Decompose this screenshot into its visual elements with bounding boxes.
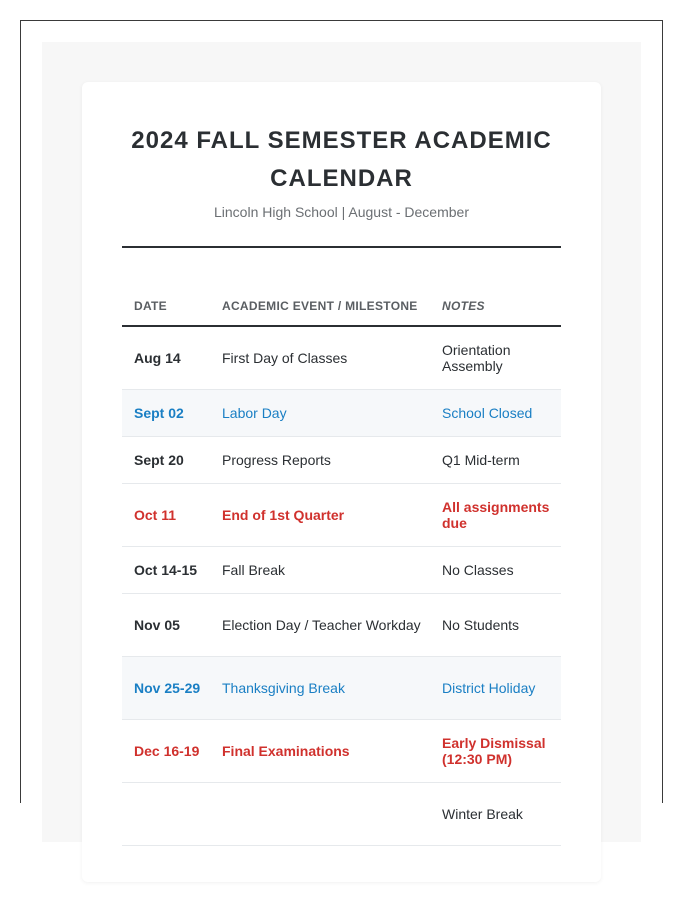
table-header-row (122, 287, 561, 326)
row-notes: Early Dismissal (12:30 PM) (430, 720, 561, 783)
row-date: Nov 25-29 (122, 657, 210, 720)
row-date (122, 783, 210, 846)
table-row (122, 720, 561, 783)
row-date: Sept 02 (122, 390, 210, 437)
row-event: Fall Break (210, 547, 430, 594)
page-background (42, 42, 641, 842)
row-notes: District Holiday (430, 657, 561, 720)
row-event: End of 1st Quarter (210, 484, 430, 547)
table-row (122, 783, 561, 846)
table-row (122, 484, 561, 547)
row-event: Progress Reports (210, 437, 430, 484)
row-date: Sept 20 (122, 437, 210, 484)
calendar-card (82, 82, 601, 882)
row-event: Election Day / Teacher Workday (210, 594, 430, 657)
row-notes: All assignments due (430, 484, 561, 547)
row-notes: Winter Break (430, 783, 561, 846)
row-event (210, 783, 430, 846)
row-date: Aug 14 (122, 326, 210, 390)
calendar-table (122, 287, 561, 846)
page-subtitle: Lincoln High School | August - December (214, 204, 469, 220)
row-date: Dec 16-19 (122, 720, 210, 783)
table-row (122, 437, 561, 484)
page-frame (20, 20, 663, 822)
row-event: Labor Day (210, 390, 430, 437)
column-header-notes: NOTES (430, 287, 561, 326)
table-row (122, 390, 561, 437)
row-notes: No Classes (430, 547, 561, 594)
calendar-header (122, 122, 561, 220)
row-notes: School Closed (430, 390, 561, 437)
row-date: Oct 14-15 (122, 547, 210, 594)
row-notes: Orientation Assembly (430, 326, 561, 390)
table-row (122, 594, 561, 657)
page-title: 2024 FALL SEMESTER ACADEMIC CALENDAR (131, 127, 552, 192)
table-row (122, 326, 561, 390)
row-event: First Day of Classes (210, 326, 430, 390)
table-row (122, 547, 561, 594)
row-notes: No Students (430, 594, 561, 657)
row-date: Oct 11 (122, 484, 210, 547)
row-event: Thanksgiving Break (210, 657, 430, 720)
table-row (122, 657, 561, 720)
column-header-date: DATE (122, 287, 210, 326)
header-divider (122, 246, 561, 248)
row-event: Final Examinations (210, 720, 430, 783)
row-date: Nov 05 (122, 594, 210, 657)
row-notes: Q1 Mid-term (430, 437, 561, 484)
column-header-event: ACADEMIC EVENT / MILESTONE (210, 287, 430, 326)
